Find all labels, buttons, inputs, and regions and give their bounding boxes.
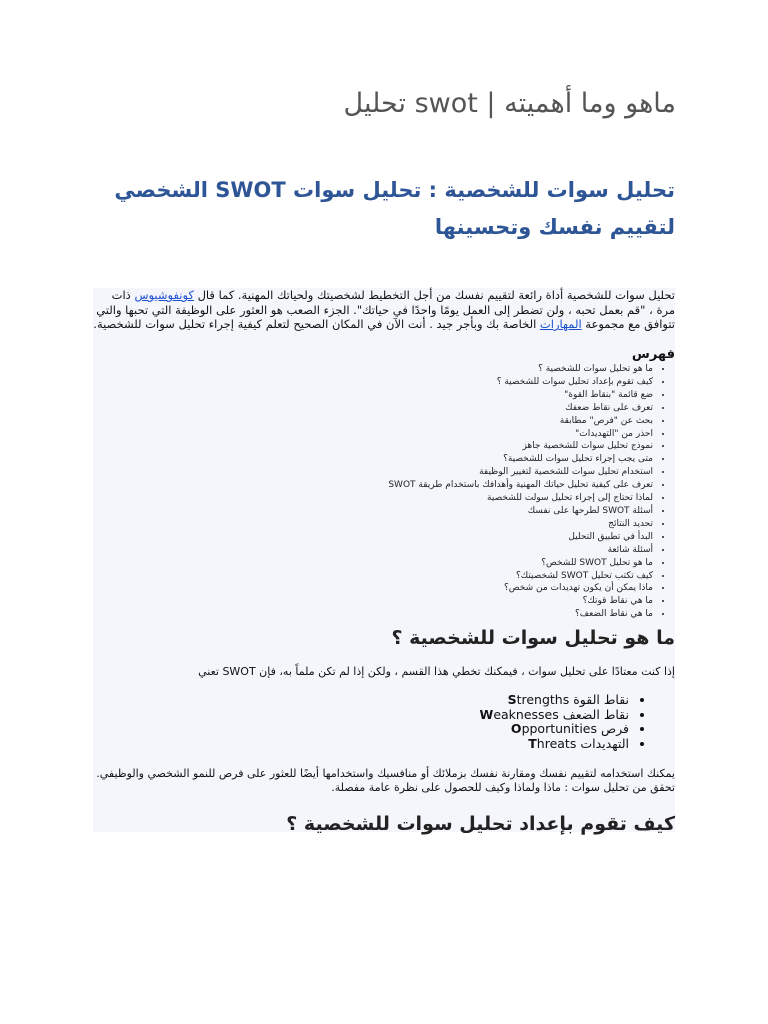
swot-letter: S: [507, 692, 517, 708]
toc-item[interactable]: • أسئلة SWOT لطرحها على نفسك: [93, 505, 653, 518]
toc-item[interactable]: • استخدام تحليل سوات للشخصية لتغيير الوظيفة: [93, 466, 653, 479]
swot-usage-paragraph: يمكنك استخدامه لتقييم نفسك ومقارنة نفسك بزملائك أو منافسيك واستخدامها أيضًا للعثور على فرص للنمو الشخصي والوظيفي. تحقق من تحليل سوات : ماذا ولماذا وكيف للحصول على نظرة عامة مفصلة.: [96, 767, 675, 795]
intro-text-after: الخاصة بك وبأجر جيد . أنت الآن في المكان الصحيح لتعلم كيفية إجراء تحليل سوات للشخصية.: [93, 317, 540, 331]
swot-letter: W: [479, 706, 494, 722]
section-heading-how-to: كيف تقوم بإعداد تحليل سوات للشخصية ؟: [286, 813, 675, 836]
swot-letter: T: [528, 735, 537, 751]
toc-title: فهرس: [631, 347, 675, 362]
toc-item[interactable]: • احذر من "التهديدات": [93, 428, 653, 441]
toc-item[interactable]: • لماذا تحتاج إلى إجراء تحليل سولت للشخصية: [93, 492, 653, 505]
toc-item[interactable]: • ما هو تحليل سوات للشخصية ؟: [93, 363, 653, 376]
swot-item-opportunities: • فرص Opportunities: [93, 722, 629, 737]
toc-item[interactable]: • ما هي نقاط قوتك؟: [93, 595, 653, 608]
article-heading: تحليل سوات للشخصية : تحليل سوات SWOT الشخصي لتقييم نفسك وتحسينها: [114, 178, 675, 239]
swot-lead-paragraph: إذا كنت معتادًا على تحليل سوات ، فيمكنك تخطي هذا القسم ، ولكن إذا لم تكن ملماً به، فإن SWOT تعني: [198, 665, 675, 679]
toc-item[interactable]: • نموذج تحليل سوات للشخصية جاهز: [93, 440, 653, 453]
document-title: ماهو وما أهميته | swot تحليل: [343, 88, 676, 119]
article-content: [93, 288, 675, 841]
toc-item[interactable]: • ما هو تحليل SWOT للشخص؟: [93, 557, 653, 570]
toc-item[interactable]: • ضع قائمة "بنقاط القوة": [93, 389, 653, 402]
toc-item[interactable]: • تحديد النتائج: [93, 518, 653, 531]
section-heading-what-is: ما هو تحليل سوات للشخصية ؟: [391, 627, 675, 650]
toc-item[interactable]: • بحث عن "فرص" مطابقة: [93, 415, 653, 428]
intro-paragraph: [93, 288, 675, 346]
toc-item[interactable]: • متى يجب إجراء تحليل سوات للشخصية؟: [93, 453, 653, 466]
link-confucius[interactable]: كونفوشيوس: [134, 288, 194, 302]
swot-item-weaknesses: • نقاط الضعف Weaknesses: [93, 708, 629, 723]
link-skills[interactable]: المهارات: [539, 317, 582, 331]
toc-item[interactable]: • البدأ في تطبيق التحليل: [93, 531, 653, 544]
swot-letter: O: [510, 721, 522, 737]
swot-item-threats: • التهديدات Threats: [93, 737, 629, 752]
toc-item[interactable]: • تعرف على كيفية تحليل حياتك المهنية وأهدافك باستخدام طريقة SWOT: [93, 479, 653, 492]
intro-text-before: تحليل سوات للشخصية أداة رائعة لتقييم نفسك من أجل التخطيط لشخصيتك ولحياتك المهنية. كما قال: [193, 288, 675, 302]
toc-item[interactable]: • كيف تقوم بإعداد تحليل سوات للشخصية ؟: [93, 376, 653, 389]
toc-item[interactable]: • ماذا يمكن أن يكون تهديدات من شخص؟: [93, 582, 653, 595]
toc-item[interactable]: • ما هي نقاط الضعف؟: [93, 608, 653, 621]
toc-item[interactable]: • كيف تكتب تحليل SWOT لشخصيتك؟: [93, 570, 653, 583]
table-of-contents: [93, 363, 675, 621]
toc-item[interactable]: • أسئلة شائعة: [93, 544, 653, 557]
swot-item-strengths: • نقاط القوة Strengths: [93, 693, 629, 708]
swot-list: [93, 693, 675, 751]
intro-text-mid: ذات مرة ، "قم بعمل تحبه ، ولن تضطر إلى العمل يومًا واحدًا في حياتك". الجزء الصعب هو العثور على الوظيفة التي تحبها والتي تتوافق مع مجموعة: [96, 288, 675, 331]
toc-item[interactable]: • تعرف على نقاط ضعفك: [93, 402, 653, 415]
